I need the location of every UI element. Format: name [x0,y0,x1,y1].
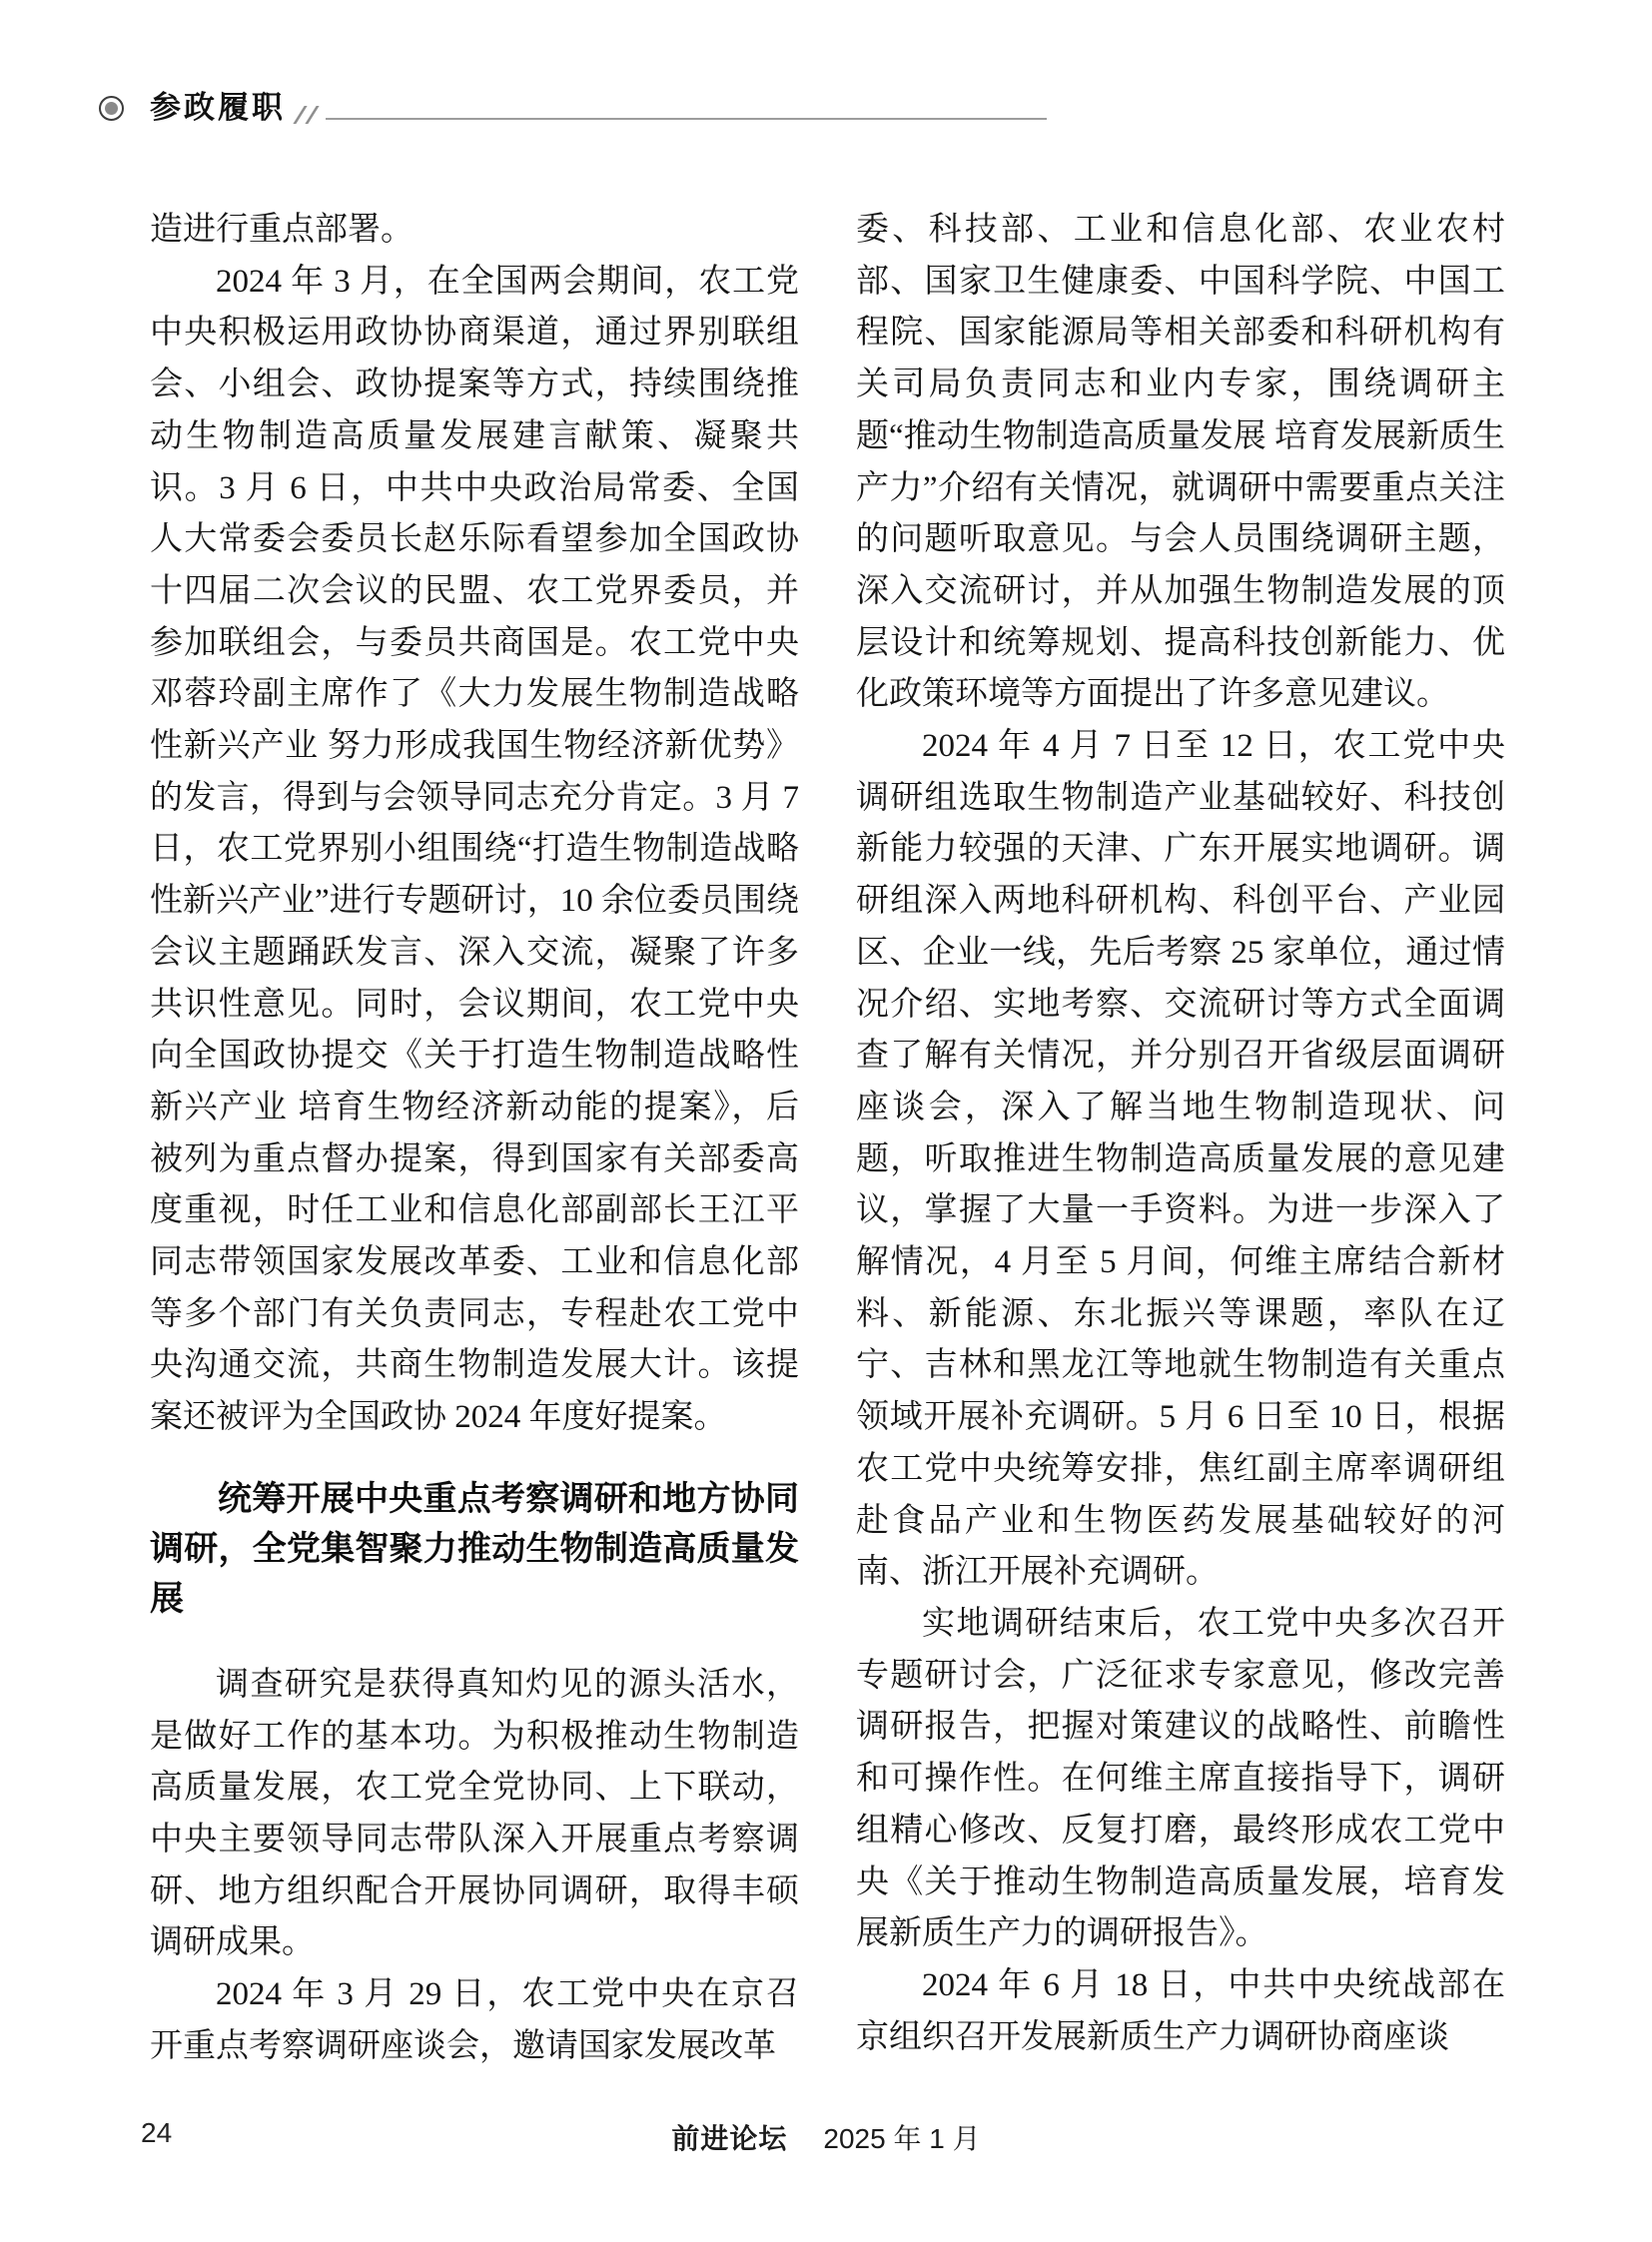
body-paragraph: 2024 年 6 月 18 日，中共中央统战部在京组织召开发展新质生产力调研协商座谈 [856,1966,1505,2055]
body-paragraph: 2024 年 3 月，在全国两会期间，农工党中央积极运用政协协商渠道，通过界别联组会、小组会、政协提案等方式，持续围绕推动生物制造高质量发展建言献策、凝聚共识。3 月 6 日，中共中央政治局常委、全国人大常委会委员长赵乐际看望参加全国政协十四届二次会议的民盟、农工党界委员，并参加联组会，与委员共商国是。农工党中央邓蓉玲副主席作了《大力发展生物制造战略性新兴产业 努力形成我国生物经济新优势》的发言，得到与会领导同志充分肯定。3 月 7 日，农工党界别小组围绕“打造生物制造战略性新兴产业”进行专题研讨，10 余位委员围绕会议主题踊跃发言、深入交流，凝聚了许多共识性意见。同时，会议期间，农工党中央向全国政协提交《关于打造生物制造战略性新兴产业 培育生物经济新动能的提案》，后被列为重点督办提案，得到国家有关部委高度重视，时任工业和信息化部副部长王江平同志带领国家发展改革委、工业和信息化部等多个部门有关负责同志，专程赴农工党中央沟通交流，共商生物制造发展大计。该提案还被评为全国政协 2024 年度好提案。 [150,263,800,1436]
section-heading: 统筹开展中央重点考察调研和地方协同调研，全党集智聚力推动生物制造高质量发展 [150,1479,799,1618]
body-paragraph: 调查研究是获得真知灼见的源头活水，是做好工作的基本功。为积极推动生物制造高质量发展，农工党全党协同、上下联动，中央主要领导同志带队深入开展重点考察调研、地方组织配合开展协同调研，取得丰硕调研成果。 [150,1666,799,1961]
right-column [856,205,1505,2063]
section-bullet-icon [99,96,124,121]
bullet-dot [105,102,118,115]
body-paragraph: 委、科技部、工业和信息化部、农业农村部、国家卫生健康委、中国科学院、中国工程院、国家能源局等相关部委和科研机构有关司局负责同志和业内专家，围绕调研主题“推动生物制造高质量发展 培育发展新质生产力”介绍有关情况，就调研中需要重点关注的问题听取意见。与会人员围绕调研主题，深入交流研讨，并从加强生物制造发展的顶层设计和统筹规划、提高科技创新能力、优化政策环境等方面提出了许多意见建议。 [856,212,1505,713]
body-paragraph: 实地调研结束后，农工党中央多次召开专题研讨会，广泛征求专家意见，修改完善调研报告，把握对策建议的战略性、前瞻性和可操作性。在何维主席直接指导下，调研组精心修改、反复打磨，最终形成农工党中央《关于推动生物制造高质量发展，培育发展新质生产力的调研报告》。 [856,1605,1505,1952]
section-title: 参政履职 [150,90,286,125]
journal-title: 前进论坛 [671,2123,788,2154]
body-paragraph: 2024 年 4 月 7 日至 12 日，农工党中央调研组选取生物制造产业基础较好、科技创新能力较强的天津、广东开展实地调研。调研组深入两地科研机构、科创平台、产业园区、企业一线，先后考察 25 家单位，通过情况介绍、实地考察、交流研讨等方式全面调查了解有关情况，并分别召开省级层面调研座谈会，深入了解当地生物制造现状、问题，听取推进生物制造高质量发展的意见建议，掌握了大量一手资料。为进一步深入了解情况，4 月至 5 月间，何维主席结合新材料、新能源、东北振兴等课题，率队在辽宁、吉林和黑龙江等地就生物制造有关重点领域开展补充调研。5 月 6 日至 10 日，根据农工党中央统筹安排，焦红副主席率调研组赴食品产业和生物医药发展基础较好的河南、浙江开展补充调研。 [856,728,1505,1591]
left-column [150,205,799,2073]
page-footer [0,2117,1652,2157]
issue-date: 2025 年 1 月 [823,2123,981,2154]
double-slash-icon [305,106,319,124]
body-paragraph: 造进行重点部署。 [150,212,413,248]
header-rule [326,118,1047,120]
body-paragraph: 2024 年 3 月 29 日，农工党中央在京召开重点考察调研座谈会，邀请国家发展改革 [150,1976,799,2064]
page-number: 24 [141,2117,173,2148]
